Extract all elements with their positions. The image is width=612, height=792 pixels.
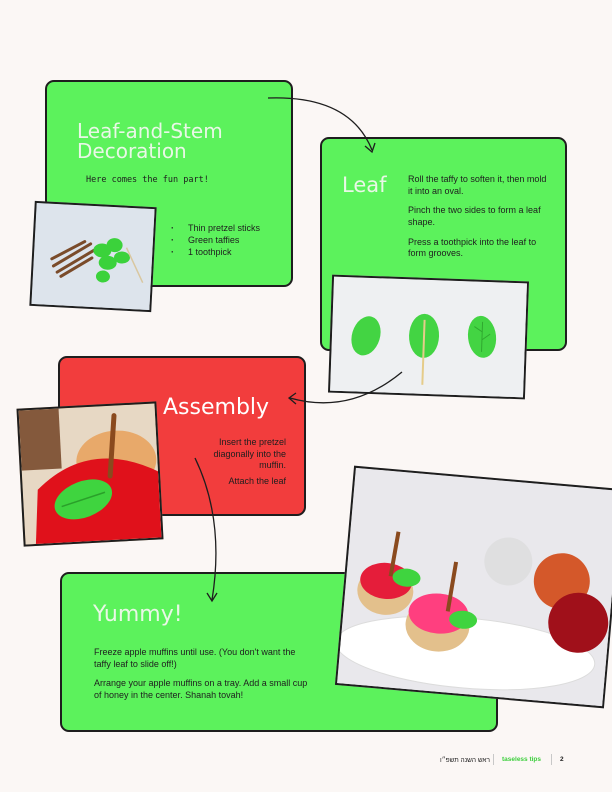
leaf-step-2: Pinch the two sides to form a leaf shape. [408,205,541,228]
list-item: · Thin pretzel sticks [171,222,260,234]
yummy-para-1: Freeze apple muffins until use. (You don't want the taffy leaf to slide off!) [94,647,296,669]
footer-divider [493,754,494,765]
footer-hebrew: ראש השנה תשפ״ו [440,757,490,764]
footer-divider-2 [551,754,552,765]
yummy-para-2: Arrange your apple muffins on a tray. Add a small cup of honey in the center. Shanah tovah! [94,678,308,701]
list-item: · 1 toothpick [171,246,260,258]
leaf-title: Leaf [342,173,387,197]
leaf-step-1: Roll the taffy to soften it, then mold it into an oval. [408,174,547,196]
footer-brand: taseless tips [502,756,542,763]
page-number: 2 [560,756,564,763]
assembly-title: Assembly [163,395,270,420]
assembly-step-1: Insert the pretzel diagonally into the muffin. [213,437,286,471]
assembly-step-2: Attach the leaf [228,476,286,486]
yummy-title: Yummy! [93,602,183,627]
leaf-stem-subtitle: Here comes the fun part! [86,175,209,185]
title-line-2: Decoration [77,139,187,163]
leaf-step-3: Press a toothpick into the leaf to form grooves. [408,236,537,259]
title-line-1: Leaf-and-Stem [77,119,223,143]
list-item: · Green taffies [171,234,260,246]
